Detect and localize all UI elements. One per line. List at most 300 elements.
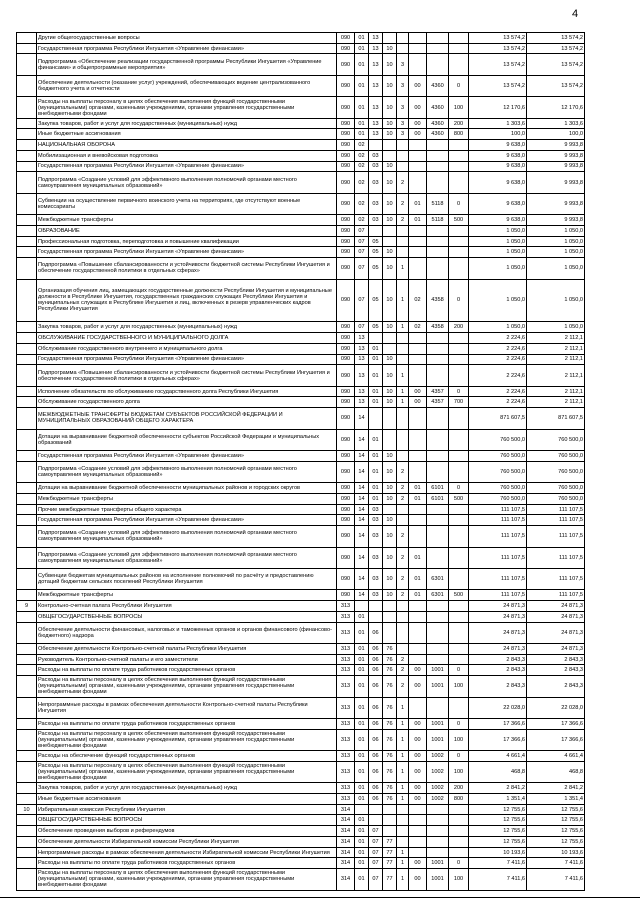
amount-year2: 760 500,0 (527, 461, 585, 482)
code-pr: 07 (369, 847, 383, 858)
code-gr: 313 (337, 729, 355, 750)
code-pr: 05 (369, 279, 383, 322)
item-name: Расходы на выплаты по оплате труда работников государственных органов (37, 858, 337, 869)
code-vr (449, 140, 469, 151)
code-article (427, 515, 449, 526)
code-program: 10 (383, 322, 397, 333)
code-vr (449, 504, 469, 515)
code-direction (409, 643, 427, 654)
amount-year1: 12 755,6 (469, 815, 527, 826)
row-number (17, 665, 37, 676)
code-direction (409, 526, 427, 547)
code-program: 10 (383, 161, 397, 172)
code-vr: 0 (449, 483, 469, 494)
row-number (17, 43, 37, 54)
code-vr: 800 (449, 794, 469, 805)
code-rz: 13 (355, 333, 369, 344)
code-program: 10 (383, 193, 397, 214)
code-vr: 700 (449, 397, 469, 408)
code-vr: 500 (449, 590, 469, 601)
code-subprogram (397, 150, 409, 161)
code-program: 10 (383, 568, 397, 589)
code-vr (449, 526, 469, 547)
row-number (17, 397, 37, 408)
amount-year1: 13 574,2 (469, 75, 527, 96)
row-number (17, 236, 37, 247)
code-subprogram: 2 (397, 483, 409, 494)
code-rz: 01 (355, 761, 369, 782)
table-row (17, 397, 585, 408)
code-rz: 01 (355, 54, 369, 75)
code-gr: 090 (337, 451, 355, 462)
code-program (383, 804, 397, 815)
code-article (427, 601, 449, 612)
amount-year1: 111 107,5 (469, 547, 527, 568)
code-program: 10 (383, 247, 397, 258)
code-direction: 00 (409, 751, 427, 762)
code-gr: 090 (337, 322, 355, 333)
code-pr: 03 (369, 590, 383, 601)
code-vr (449, 804, 469, 815)
code-article: 1002 (427, 794, 449, 805)
row-number (17, 54, 37, 75)
table-row (17, 815, 585, 826)
amount-year1: 13 574,2 (469, 54, 527, 75)
row-number (17, 150, 37, 161)
code-article (427, 258, 449, 279)
amount-year2: 2 843,3 (527, 676, 585, 697)
code-direction: 01 (409, 193, 427, 214)
code-program: 76 (383, 783, 397, 794)
code-subprogram: 3 (397, 129, 409, 140)
amount-year2: 13 574,2 (527, 43, 585, 54)
row-number (17, 354, 37, 365)
code-subprogram: 1 (397, 258, 409, 279)
amount-year2: 2 112,1 (527, 365, 585, 386)
code-gr: 090 (337, 526, 355, 547)
code-rz: 01 (355, 75, 369, 96)
row-number (17, 697, 37, 718)
code-subprogram (397, 354, 409, 365)
code-program: 10 (383, 279, 397, 322)
item-name: Обслуживание государственного долга (37, 397, 337, 408)
table-row (17, 129, 585, 140)
code-direction: 02 (409, 322, 427, 333)
item-name: Межбюджетные трансферты (37, 493, 337, 504)
code-article: 4360 (427, 97, 449, 118)
code-rz: 01 (355, 751, 369, 762)
code-program: 10 (383, 483, 397, 494)
table-row (17, 429, 585, 450)
code-subprogram (397, 451, 409, 462)
page-bottom-rule (0, 897, 640, 898)
item-name: Дотации на выравнивание бюджетной обеспеченности муниципальных районов и городских округов (37, 483, 337, 494)
table-row (17, 697, 585, 718)
row-number (17, 247, 37, 258)
code-subprogram (397, 515, 409, 526)
table-row (17, 386, 585, 397)
code-article (427, 697, 449, 718)
code-program: 10 (383, 515, 397, 526)
code-program: 76 (383, 794, 397, 805)
code-vr (449, 697, 469, 718)
code-article (427, 365, 449, 386)
code-vr (449, 408, 469, 429)
code-gr: 090 (337, 590, 355, 601)
code-gr: 090 (337, 568, 355, 589)
code-pr: 01 (369, 461, 383, 482)
row-number (17, 161, 37, 172)
code-vr: 500 (449, 493, 469, 504)
item-name: Иные бюджетные ассигнования (37, 794, 337, 805)
code-article (427, 815, 449, 826)
code-direction (409, 343, 427, 354)
code-article: 6301 (427, 590, 449, 601)
code-article: 4358 (427, 322, 449, 333)
row-number (17, 515, 37, 526)
code-rz: 14 (355, 590, 369, 601)
code-subprogram (397, 601, 409, 612)
table-row (17, 794, 585, 805)
code-subprogram (397, 611, 409, 622)
row-number (17, 333, 37, 344)
amount-year2: 1 050,0 (527, 225, 585, 236)
amount-year2: 12 755,6 (527, 815, 585, 826)
row-number (17, 826, 37, 837)
code-article: 1001 (427, 676, 449, 697)
amount-year1: 12 755,6 (469, 836, 527, 847)
amount-year1: 111 107,5 (469, 590, 527, 601)
code-direction (409, 611, 427, 622)
amount-year1: 24 871,3 (469, 611, 527, 622)
code-vr: 200 (449, 322, 469, 333)
code-article (427, 236, 449, 247)
code-vr: 0 (449, 386, 469, 397)
amount-year2: 2 112,1 (527, 343, 585, 354)
code-vr (449, 236, 469, 247)
amount-year1: 24 871,3 (469, 622, 527, 643)
code-program: 10 (383, 258, 397, 279)
code-vr: 0 (449, 75, 469, 96)
code-program: 77 (383, 869, 397, 890)
row-number (17, 590, 37, 601)
code-program: 10 (383, 215, 397, 226)
code-subprogram (397, 43, 409, 54)
code-vr: 200 (449, 118, 469, 129)
row-number (17, 643, 37, 654)
code-article (427, 161, 449, 172)
code-gr: 090 (337, 161, 355, 172)
code-vr: 100 (449, 761, 469, 782)
code-direction: 00 (409, 665, 427, 676)
code-direction: 00 (409, 75, 427, 96)
amount-year2: 871 607,5 (527, 408, 585, 429)
code-rz (355, 804, 369, 815)
code-article (427, 43, 449, 54)
code-rz: 14 (355, 526, 369, 547)
code-direction (409, 140, 427, 151)
code-program: 10 (383, 75, 397, 96)
code-rz: 13 (355, 343, 369, 354)
code-pr: 05 (369, 322, 383, 333)
code-article (427, 247, 449, 258)
code-direction (409, 43, 427, 54)
code-pr: 06 (369, 676, 383, 697)
amount-year1: 1 351,4 (469, 794, 527, 805)
code-rz: 14 (355, 429, 369, 450)
row-number (17, 386, 37, 397)
code-subprogram (397, 225, 409, 236)
code-subprogram: 2 (397, 193, 409, 214)
code-article (427, 172, 449, 193)
code-vr (449, 826, 469, 837)
code-vr (449, 161, 469, 172)
table-row (17, 236, 585, 247)
code-program: 76 (383, 761, 397, 782)
row-number (17, 568, 37, 589)
amount-year2: 1 050,0 (527, 247, 585, 258)
code-subprogram: 1 (397, 794, 409, 805)
code-program: 10 (383, 386, 397, 397)
code-rz: 02 (355, 150, 369, 161)
code-rz: 01 (355, 118, 369, 129)
table-row (17, 247, 585, 258)
code-rz: 13 (355, 365, 369, 386)
table-row (17, 590, 585, 601)
item-name: НАЦИОНАЛЬНАЯ ОБОРОНА (37, 140, 337, 151)
amount-year2: 760 500,0 (527, 429, 585, 450)
code-program: 76 (383, 665, 397, 676)
code-rz: 01 (355, 697, 369, 718)
code-vr (449, 547, 469, 568)
item-name: ОБЩЕГОСУДАРСТВЕННЫЕ ВОПРОСЫ (37, 815, 337, 826)
amount-year2: 9 993,8 (527, 193, 585, 214)
code-vr (449, 365, 469, 386)
code-vr: 0 (449, 279, 469, 322)
table-row (17, 622, 585, 643)
code-program: 77 (383, 836, 397, 847)
table-body (17, 33, 585, 891)
code-gr: 090 (337, 215, 355, 226)
amount-year1: 1 050,0 (469, 236, 527, 247)
code-direction (409, 847, 427, 858)
code-article (427, 150, 449, 161)
code-direction: 01 (409, 590, 427, 601)
code-subprogram: 2 (397, 493, 409, 504)
code-article (427, 225, 449, 236)
code-rz: 01 (355, 815, 369, 826)
code-vr (449, 258, 469, 279)
row-number (17, 225, 37, 236)
code-article (427, 643, 449, 654)
code-vr (449, 172, 469, 193)
amount-year2: 1 050,0 (527, 279, 585, 322)
row-number (17, 322, 37, 333)
item-name: Организация обучения лиц, замещающих государственные должности Республики Ингушетия и муниципальные должности в Республике Ингушетия, государственных гражданских служащих Республики Ингушетия и муниципальных служащих в Республике Ингушетия и лиц, включенных в резерв управленческих кадров Республики Ингушетия (37, 279, 337, 322)
item-name: Подпрограмма «Создание условий для эффективного выполнения полномочий органами местного самоуправления муниципальных образований» (37, 526, 337, 547)
item-name: Государственная программа Республики Ингушетия «Управление финансами» (37, 354, 337, 365)
code-program (383, 429, 397, 450)
code-rz: 02 (355, 193, 369, 214)
code-program: 10 (383, 43, 397, 54)
row-number (17, 622, 37, 643)
code-pr: 01 (369, 343, 383, 354)
code-direction: 00 (409, 858, 427, 869)
code-article: 1001 (427, 869, 449, 890)
code-vr (449, 654, 469, 665)
code-subprogram: 1 (397, 847, 409, 858)
amount-year2: 2 112,1 (527, 397, 585, 408)
code-direction (409, 150, 427, 161)
code-rz: 01 (355, 622, 369, 643)
code-program: 10 (383, 365, 397, 386)
code-article: 5118 (427, 215, 449, 226)
amount-year1: 2 224,6 (469, 354, 527, 365)
code-program: 10 (383, 172, 397, 193)
table-row (17, 258, 585, 279)
item-name: Подпрограмма «Создание условий для эффективного выполнения полномочий органами местного самоуправления муниципальных образований» (37, 172, 337, 193)
amount-year1: 871 607,5 (469, 408, 527, 429)
code-subprogram (397, 504, 409, 515)
amount-year1: 9 638,0 (469, 193, 527, 214)
code-program: 10 (383, 97, 397, 118)
table-row (17, 783, 585, 794)
code-direction: 00 (409, 783, 427, 794)
code-pr: 01 (369, 365, 383, 386)
code-subprogram: 1 (397, 322, 409, 333)
code-direction (409, 815, 427, 826)
table-row (17, 547, 585, 568)
code-gr: 090 (337, 236, 355, 247)
code-rz: 07 (355, 258, 369, 279)
code-subprogram: 2 (397, 172, 409, 193)
code-rz: 01 (355, 129, 369, 140)
code-program (383, 826, 397, 837)
code-gr: 090 (337, 504, 355, 515)
amount-year2: 13 574,2 (527, 75, 585, 96)
code-direction: 00 (409, 869, 427, 890)
code-pr: 01 (369, 354, 383, 365)
amount-year2: 4 661,4 (527, 751, 585, 762)
amount-year2: 24 871,3 (527, 622, 585, 643)
code-gr: 090 (337, 515, 355, 526)
item-name: Расходы на выплаты персоналу в целях обеспечения выполнения функций государственными (муниципальными) органами, казенными учреждениями, органами управления государственными внебюджетными фондами (37, 676, 337, 697)
code-gr: 090 (337, 343, 355, 354)
table-row (17, 343, 585, 354)
item-name: Подпрограмма «Создание условий для эффективного выполнения полномочий органами местного самоуправления муниципальных образований» (37, 461, 337, 482)
item-name: Расходы на выплаты персоналу в целях обеспечения выполнения функций государственными (муниципальными) органами, казенными учреждениями, органами управления государственными внебюджетными фондами (37, 729, 337, 750)
amount-year2: 7 411,6 (527, 858, 585, 869)
code-pr: 05 (369, 247, 383, 258)
amount-year2: 9 993,8 (527, 150, 585, 161)
code-pr: 07 (369, 869, 383, 890)
code-article (427, 547, 449, 568)
code-article (427, 408, 449, 429)
item-name: Обеспечение деятельности (оказание услуг) учреждений, обеспечивающих ведение централизованного бюджетного учета и отчетности (37, 75, 337, 96)
code-pr: 07 (369, 858, 383, 869)
code-pr (369, 225, 383, 236)
row-number (17, 493, 37, 504)
code-rz: 01 (355, 826, 369, 837)
amount-year2: 2 843,3 (527, 665, 585, 676)
code-subprogram: 1 (397, 279, 409, 322)
table-row (17, 601, 585, 612)
code-vr (449, 150, 469, 161)
code-gr: 090 (337, 172, 355, 193)
code-direction (409, 354, 427, 365)
code-vr: 0 (449, 719, 469, 730)
amount-year2: 1 351,4 (527, 794, 585, 805)
amount-year2: 9 993,8 (527, 215, 585, 226)
code-vr: 500 (449, 215, 469, 226)
code-direction (409, 654, 427, 665)
code-subprogram (397, 247, 409, 258)
code-direction (409, 826, 427, 837)
row-number (17, 847, 37, 858)
code-gr: 313 (337, 697, 355, 718)
code-direction (409, 365, 427, 386)
code-program (383, 601, 397, 612)
code-rz: 14 (355, 515, 369, 526)
amount-year2: 1 303,6 (527, 118, 585, 129)
code-gr: 313 (337, 665, 355, 676)
row-number (17, 97, 37, 118)
code-program: 10 (383, 54, 397, 75)
code-rz: 07 (355, 247, 369, 258)
amount-year1: 2 224,6 (469, 343, 527, 354)
code-gr: 090 (337, 150, 355, 161)
row-number (17, 761, 37, 782)
code-article (427, 804, 449, 815)
table-row (17, 515, 585, 526)
amount-year2: 22 028,0 (527, 697, 585, 718)
code-article: 4358 (427, 279, 449, 322)
code-gr: 090 (337, 97, 355, 118)
code-pr: 13 (369, 118, 383, 129)
code-rz: 02 (355, 140, 369, 151)
amount-year2: 111 107,5 (527, 568, 585, 589)
code-article (427, 33, 449, 44)
table-row (17, 761, 585, 782)
table-row (17, 869, 585, 890)
page-number: 4 (572, 8, 579, 20)
code-pr: 03 (369, 161, 383, 172)
code-vr (449, 611, 469, 622)
amount-year1: 100,0 (469, 129, 527, 140)
code-rz: 07 (355, 279, 369, 322)
code-gr: 090 (337, 225, 355, 236)
row-number (17, 836, 37, 847)
code-article: 5118 (427, 193, 449, 214)
code-program (383, 140, 397, 151)
code-rz: 01 (355, 643, 369, 654)
code-direction: 01 (409, 483, 427, 494)
code-vr (449, 247, 469, 258)
amount-year2: 12 170,6 (527, 97, 585, 118)
code-subprogram: 1 (397, 869, 409, 890)
code-vr: 0 (449, 751, 469, 762)
amount-year2: 24 871,3 (527, 611, 585, 622)
code-direction: 00 (409, 97, 427, 118)
amount-year1: 1 050,0 (469, 279, 527, 322)
code-vr: 0 (449, 858, 469, 869)
code-rz: 02 (355, 172, 369, 193)
code-gr: 090 (337, 408, 355, 429)
amount-year2: 760 500,0 (527, 451, 585, 462)
row-number (17, 526, 37, 547)
code-subprogram: 1 (397, 858, 409, 869)
amount-year1: 2 224,6 (469, 397, 527, 408)
